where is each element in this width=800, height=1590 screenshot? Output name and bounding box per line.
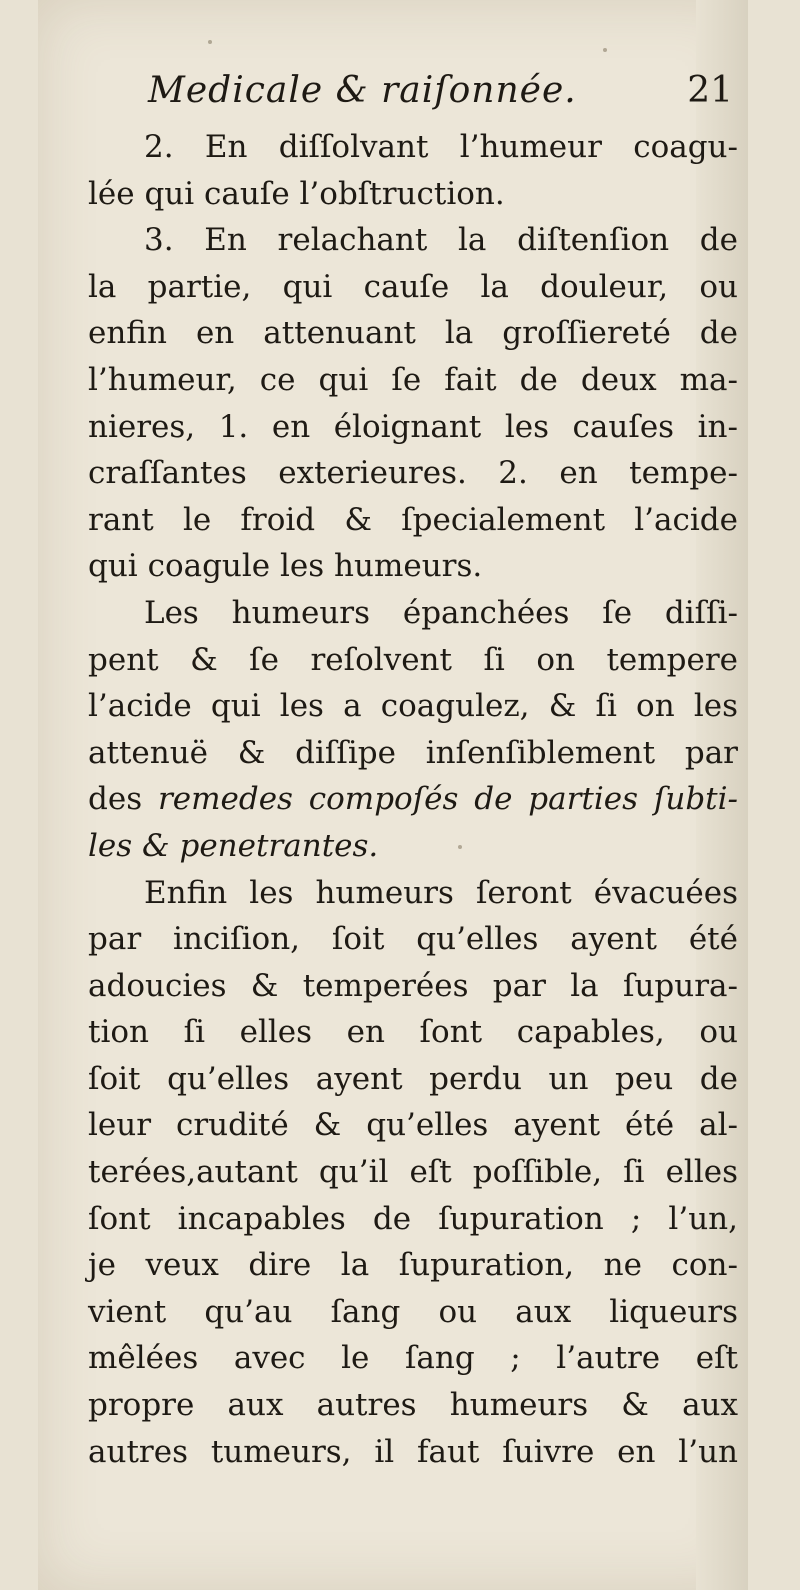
text-line: enfin en attenuant la groſſiereté de [88, 315, 738, 352]
text-line: propre aux autres humeurs & aux [88, 1387, 738, 1424]
page-number: 21 [687, 70, 733, 111]
text-line: rant le froid & ſpecialement l’acide [88, 501, 738, 538]
text-line: ſont incapables de ſupuration ; l’un, [88, 1200, 738, 1237]
text-line: attenuë & diſſipe inſenſiblement par [88, 734, 738, 771]
running-title: Medicale & raiſonnée. [148, 70, 577, 111]
paper-speck [208, 40, 212, 44]
text-line: autres tumeurs, il faut ſuivre en l’un [88, 1433, 738, 1470]
text-line: qui coagule les humeurs. [88, 548, 483, 585]
book-page [38, 0, 748, 1590]
text-line: des remedes compoſés de parties ſubti- [88, 781, 739, 818]
text-line: l’acide qui les a coagulez, & ſi on les [88, 688, 738, 725]
text-line: nieres, 1. en éloignant les cauſes in- [88, 408, 738, 445]
text-line: les & penetrantes. [88, 827, 379, 864]
text-line: 3. En relachant la diſtenſion de [144, 222, 738, 259]
text-line: par inciſion, ſoit qu’elles ayent été [88, 921, 738, 958]
text-line: pent & ſe reſolvent ſi on tempere [88, 641, 738, 678]
text-line: la partie, qui cauſe la douleur, ou [88, 268, 738, 305]
text-line: ſoit qu’elles ayent perdu un peu de [88, 1060, 738, 1097]
text-line: tion ſi elles en ſont capables, ou [88, 1014, 738, 1051]
text-line: Enfin les humeurs ſeront évacuées [144, 874, 738, 911]
body-text [88, 124, 738, 1475]
paper-speck [458, 845, 462, 849]
text-line: vient qu’au ſang ou aux liqueurs [88, 1293, 738, 1330]
text-line: craſſantes exterieures. 2. en tempe- [88, 455, 738, 492]
text-line: lée qui cauſe l’obſtruction. [88, 175, 505, 212]
text-line: 2. En diſſolvant l’humeur coagu- [144, 129, 738, 165]
text-line: adoucies & temperées par la ſupura- [88, 967, 738, 1004]
text-line: Les humeurs épanchées ſe diſſi- [144, 594, 738, 631]
page-header [148, 70, 733, 120]
paper-speck [603, 48, 607, 52]
text-line: je veux dire la ſupuration, ne con- [88, 1247, 738, 1284]
text-line: terées,autant qu’il eſt poſſible, ſi elles [88, 1154, 738, 1191]
text-line: mêlées avec le ſang ; l’autre eſt [88, 1340, 738, 1377]
text-line: l’humeur, ce qui ſe fait de deux ma- [88, 361, 738, 398]
text-line: leur crudité & qu’elles ayent été al- [88, 1107, 738, 1144]
